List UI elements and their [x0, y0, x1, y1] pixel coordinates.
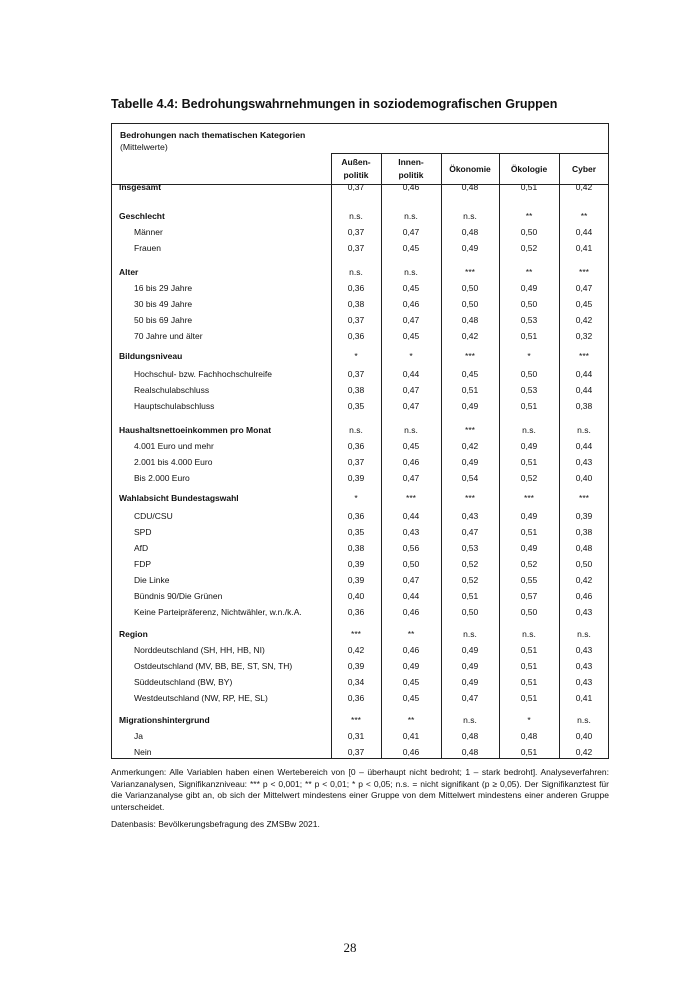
- table-cell: 0,44: [575, 369, 593, 379]
- table-cell: n.s.: [349, 425, 363, 435]
- table-cell: ***: [351, 715, 361, 725]
- table-cell: 0,42: [575, 315, 593, 325]
- table-cell: 0,47: [402, 385, 420, 395]
- column-header-line: Cyber: [571, 163, 597, 174]
- table-cell: **: [525, 267, 533, 277]
- table-cell: 0,49: [461, 457, 479, 467]
- table-cell: 0,44: [575, 227, 593, 237]
- table-cell: 0,39: [347, 575, 365, 585]
- table-row: [112, 225, 609, 241]
- table-row: [112, 589, 609, 605]
- table-cell: 0,46: [402, 457, 420, 467]
- table-cell: 0,45: [461, 369, 479, 379]
- table-row: [112, 557, 609, 573]
- row-label: Region: [119, 629, 148, 639]
- table-cell: 0,42: [575, 747, 593, 757]
- table-cell: 0,46: [402, 299, 420, 309]
- page-number: 28: [343, 940, 357, 955]
- table-cell: 0,51: [520, 645, 538, 655]
- table-group-row: [112, 491, 609, 507]
- row-label: Realschulabschluss: [134, 385, 210, 395]
- table-cell: 0,47: [402, 227, 420, 237]
- table-cell: 0,38: [575, 401, 593, 411]
- table-row: [112, 605, 609, 621]
- table-cell: **: [407, 715, 415, 725]
- table-cell: 0,48: [461, 747, 479, 757]
- table-cell: 0,42: [347, 645, 365, 655]
- table-cell: n.s.: [349, 267, 363, 277]
- table-row: [112, 643, 609, 659]
- table-cell: 0,48: [575, 543, 593, 553]
- table-cell: 0,45: [402, 243, 420, 253]
- table-cell: 0,37: [347, 457, 365, 467]
- table-row: [112, 691, 609, 707]
- table-cell: 0,50: [520, 607, 538, 617]
- table-row: [112, 281, 609, 297]
- table-cell: *: [527, 715, 531, 725]
- table-cell: 0,52: [520, 559, 538, 569]
- table-cell: n.s.: [463, 629, 477, 639]
- row-label: Haushaltsnettoeinkommen pro Monat: [119, 425, 272, 435]
- table-cell: 0,48: [461, 315, 479, 325]
- row-label: 2.001 bis 4.000 Euro: [134, 457, 213, 467]
- table-cell: 0,47: [402, 473, 420, 483]
- row-label: Männer: [134, 227, 163, 237]
- table-row: [112, 241, 609, 257]
- table-cell: 0,38: [347, 385, 365, 395]
- table-cell: 0,36: [347, 607, 365, 617]
- table-cell: 0,49: [520, 283, 538, 293]
- table-cell: 0,47: [402, 575, 420, 585]
- table-cell: 0,50: [461, 299, 479, 309]
- table-cell: ***: [465, 425, 475, 435]
- row-label: CDU/CSU: [134, 511, 173, 521]
- row-label: Wahlabsicht Bundestagswahl: [119, 493, 239, 503]
- table-cell: 0,47: [402, 401, 420, 411]
- table-cell: 0,41: [575, 243, 593, 253]
- table-cell: n.s.: [404, 425, 418, 435]
- table-cell: ***: [579, 267, 589, 277]
- column-header-line: Ökologie: [510, 163, 548, 174]
- row-label: Bildungsniveau: [119, 351, 183, 361]
- table-cell: 0,44: [402, 591, 420, 601]
- table-cell: 0,43: [402, 527, 420, 537]
- table-cell: 0,44: [575, 441, 593, 451]
- table-cell: 0,51: [520, 457, 538, 467]
- row-label: Die Linke: [134, 575, 170, 585]
- table-row: [112, 367, 609, 383]
- table-cell: 0,50: [461, 607, 479, 617]
- row-label: FDP: [134, 559, 151, 569]
- table-cell: 0,51: [520, 661, 538, 671]
- table-cell: 0,36: [347, 331, 365, 341]
- table-cell: 0,56: [402, 543, 420, 553]
- table-cell: 0,48: [461, 227, 479, 237]
- row-label: Keine Parteipräferenz, Nichtwähler, w.n./k.A.: [134, 607, 302, 617]
- table-row: [112, 297, 609, 313]
- table-row: [112, 525, 609, 541]
- table-cell: *: [354, 351, 358, 361]
- row-label: Frauen: [134, 243, 161, 253]
- table-cell: 0,49: [520, 441, 538, 451]
- table-cell: 0,36: [347, 511, 365, 521]
- table-cell: n.s.: [577, 715, 591, 725]
- table-cell: 0,36: [347, 441, 365, 451]
- table-cell: ***: [524, 493, 534, 503]
- row-label: Ja: [134, 731, 143, 741]
- table-group-row: [112, 349, 609, 365]
- table-caption: Tabelle 4.4: Bedrohungswahrnehmungen in soziodemografischen Gruppen: [111, 97, 558, 111]
- table-row: [112, 729, 609, 745]
- table-row: [112, 455, 609, 471]
- row-label: Insgesamt: [119, 182, 162, 192]
- table-cell: 0,45: [402, 693, 420, 703]
- column-header-line: Innen-: [398, 157, 424, 167]
- table-cell: 0,50: [461, 283, 479, 293]
- table-cell: *: [409, 351, 413, 361]
- table-cell: 0,43: [575, 457, 593, 467]
- row-label: Alter: [119, 267, 139, 277]
- table-row: [112, 471, 609, 487]
- table-row: [112, 329, 609, 345]
- table-cell: 0,49: [461, 243, 479, 253]
- table-cell: 0,37: [347, 182, 365, 192]
- table-cell: 0,42: [575, 575, 593, 585]
- table-cell: n.s.: [522, 629, 536, 639]
- table-title: Bedrohungen nach thematischen Kategorien: [120, 130, 306, 140]
- table-row: [112, 439, 609, 455]
- row-label: Hochschul- bzw. Fachhochschulreife: [134, 369, 272, 379]
- row-label: 70 Jahre und älter: [134, 331, 203, 341]
- row-label: Geschlecht: [119, 211, 165, 221]
- table-cell: 0,54: [461, 473, 479, 483]
- table-cell: 0,43: [575, 645, 593, 655]
- table-cell: 0,38: [347, 299, 365, 309]
- table-cell: 0,49: [520, 543, 538, 553]
- table-cell: 0,44: [402, 369, 420, 379]
- table-cell: 0,51: [520, 677, 538, 687]
- table-cell: 0,45: [402, 677, 420, 687]
- table-cell: **: [525, 211, 533, 221]
- table-cell: 0,49: [461, 401, 479, 411]
- table-cell: 0,42: [461, 441, 479, 451]
- table-cell: 0,43: [575, 661, 593, 671]
- table-cell: *: [527, 351, 531, 361]
- table-cell: **: [407, 629, 415, 639]
- row-label: 4.001 Euro und mehr: [134, 441, 214, 451]
- table-cell: 0,52: [520, 243, 538, 253]
- table-cell: *: [354, 493, 358, 503]
- table-cell: n.s.: [463, 211, 477, 221]
- table-cell: 0,41: [402, 731, 420, 741]
- table-cell: 0,37: [347, 243, 365, 253]
- table-row: [112, 573, 609, 589]
- table-cell: 0,53: [520, 315, 538, 325]
- column-header-line: politik: [343, 170, 369, 180]
- row-label: Süddeutschland (BW, BY): [134, 677, 233, 687]
- table-cell: 0,45: [575, 299, 593, 309]
- table-cell: **: [580, 211, 588, 221]
- table-cell: 0,37: [347, 747, 365, 757]
- table-cell: 0,42: [575, 182, 593, 192]
- table-cell: n.s.: [577, 425, 591, 435]
- table-group-row: [112, 180, 609, 196]
- column-header-line: Außen-: [341, 157, 371, 167]
- table-cell: 0,44: [402, 511, 420, 521]
- table-group-row: [112, 423, 609, 439]
- table-cell: 0,45: [402, 331, 420, 341]
- table-cell: 0,53: [461, 543, 479, 553]
- table-cell: 0,47: [575, 283, 593, 293]
- table-cell: 0,39: [575, 511, 593, 521]
- table-cell: ***: [465, 267, 475, 277]
- data-source: Datenbasis: Bevölkerungsbefragung des ZMSBw 2021.: [111, 819, 320, 829]
- table-cell: 0,46: [402, 747, 420, 757]
- table-cell: ***: [579, 351, 589, 361]
- table-row: [112, 313, 609, 329]
- table-row: [112, 745, 609, 761]
- row-label: Norddeutschland (SH, HH, HB, NI): [134, 645, 265, 655]
- table-cell: 0,49: [520, 511, 538, 521]
- table-cell: 0,43: [461, 511, 479, 521]
- table-cell: 0,45: [402, 441, 420, 451]
- table-cell: 0,48: [461, 731, 479, 741]
- table-group-row: [112, 265, 609, 281]
- table-cell: 0,38: [575, 527, 593, 537]
- table-cell: 0,52: [461, 575, 479, 585]
- table-cell: 0,47: [402, 315, 420, 325]
- row-label: Bis 2.000 Euro: [134, 473, 190, 483]
- row-label: Nein: [134, 747, 152, 757]
- table-cell: 0,43: [575, 677, 593, 687]
- table-row: [112, 675, 609, 691]
- table-cell: 0,43: [575, 607, 593, 617]
- table-cell: 0,48: [520, 731, 538, 741]
- table-cell: 0,51: [461, 385, 479, 395]
- table-cell: 0,46: [402, 182, 420, 192]
- table-subtitle: (Mittelwerte): [120, 142, 168, 152]
- table-cell: 0,47: [461, 693, 479, 703]
- table-cell: 0,39: [347, 473, 365, 483]
- table-cell: 0,51: [520, 527, 538, 537]
- table-cell: ***: [465, 493, 475, 503]
- table-cell: 0,50: [575, 559, 593, 569]
- table-cell: 0,39: [347, 661, 365, 671]
- table-cell: 0,52: [461, 559, 479, 569]
- table-cell: 0,40: [575, 731, 593, 741]
- table-cell: 0,31: [347, 731, 365, 741]
- table-cell: 0,57: [520, 591, 538, 601]
- table-cell: 0,51: [461, 591, 479, 601]
- table-cell: 0,49: [402, 661, 420, 671]
- row-label: Hauptschulabschluss: [134, 401, 215, 411]
- row-label: Westdeutschland (NW, RP, HE, SL): [134, 693, 268, 703]
- row-label: SPD: [134, 527, 152, 537]
- table-cell: 0,37: [347, 227, 365, 237]
- table-cell: ***: [465, 351, 475, 361]
- table-cell: 0,53: [520, 385, 538, 395]
- table-cell: 0,36: [347, 283, 365, 293]
- column-header-line: Ökonomie: [449, 163, 491, 174]
- table-row: [112, 383, 609, 399]
- table-cell: 0,39: [347, 559, 365, 569]
- table-cell: 0,44: [575, 385, 593, 395]
- table-cell: 0,34: [347, 677, 365, 687]
- table-cell: 0,41: [575, 693, 593, 703]
- table-cell: n.s.: [404, 211, 418, 221]
- table-cell: n.s.: [349, 211, 363, 221]
- table-notes: Anmerkungen: Alle Variablen haben einen Wertebereich von [0 – überhaupt nicht bedroht; 1 – stark bedroht]. Analyseverfahren: Varianzanalysen, Signifikanzniveau: *** p < 0,001; ** p < 0,01; * p < 0,05; n.s. = nicht signifikant (p ≥ 0,05). Der Signifikanztest für die Varianzanalyse gibt an, ob sich der Mittelwert mindestens einer Gruppe von dem Mittelwert mindestens einer anderen Gruppe unterscheidet.: [111, 767, 609, 812]
- table-header-block: [120, 129, 305, 153]
- table-cell: n.s.: [463, 715, 477, 725]
- table-cell: 0,42: [461, 331, 479, 341]
- table-cell: n.s.: [522, 425, 536, 435]
- table-cell: 0,40: [347, 591, 365, 601]
- table-cell: ***: [579, 493, 589, 503]
- table-cell: 0,46: [575, 591, 593, 601]
- table-cell: 0,50: [402, 559, 420, 569]
- table-row: [112, 659, 609, 675]
- table-cell: 0,35: [347, 527, 365, 537]
- table-cell: 0,49: [461, 661, 479, 671]
- table-cell: 0,49: [461, 677, 479, 687]
- table-cell: ***: [351, 629, 361, 639]
- table-cell: 0,48: [461, 182, 479, 192]
- table-cell: ***: [406, 493, 416, 503]
- table-row: [112, 509, 609, 525]
- table-cell: 0,36: [347, 693, 365, 703]
- row-label: 30 bis 49 Jahre: [134, 299, 193, 309]
- table-cell: 0,51: [520, 331, 538, 341]
- table-cell: 0,50: [520, 369, 538, 379]
- table-cell: 0,50: [520, 227, 538, 237]
- table-group-row: [112, 209, 609, 225]
- table-cell: 0,50: [520, 299, 538, 309]
- column-header-line: politik: [398, 170, 424, 180]
- table-cell: 0,46: [402, 645, 420, 655]
- table-cell: 0,55: [520, 575, 538, 585]
- table-cell: 0,51: [520, 693, 538, 703]
- table-group-row: [112, 627, 609, 643]
- table-cell: 0,52: [520, 473, 538, 483]
- table-cell: 0,51: [520, 401, 538, 411]
- row-label: 16 bis 29 Jahre: [134, 283, 193, 293]
- table-cell: 0,37: [347, 369, 365, 379]
- table-cell: n.s.: [577, 629, 591, 639]
- row-label: 50 bis 69 Jahre: [134, 315, 193, 325]
- row-label: AfD: [134, 543, 149, 553]
- row-label: Migrationshintergrund: [119, 715, 210, 725]
- table-cell: 0,46: [402, 607, 420, 617]
- table-cell: 0,37: [347, 315, 365, 325]
- table-row: [112, 399, 609, 415]
- table-cell: 0,51: [520, 182, 538, 192]
- table-cell: 0,47: [461, 527, 479, 537]
- table-group-row: [112, 713, 609, 729]
- table-cell: 0,32: [575, 331, 593, 341]
- table-row: [112, 541, 609, 557]
- table-cell: 0,51: [520, 747, 538, 757]
- row-label: Ostdeutschland (MV, BB, BE, ST, SN, TH): [134, 661, 293, 671]
- table-cell: 0,45: [402, 283, 420, 293]
- table-cell: 0,49: [461, 645, 479, 655]
- table-cell: n.s.: [404, 267, 418, 277]
- table-cell: 0,40: [575, 473, 593, 483]
- row-label: Bündnis 90/Die Grünen: [134, 591, 223, 601]
- table-cell: 0,35: [347, 401, 365, 411]
- table-cell: 0,38: [347, 543, 365, 553]
